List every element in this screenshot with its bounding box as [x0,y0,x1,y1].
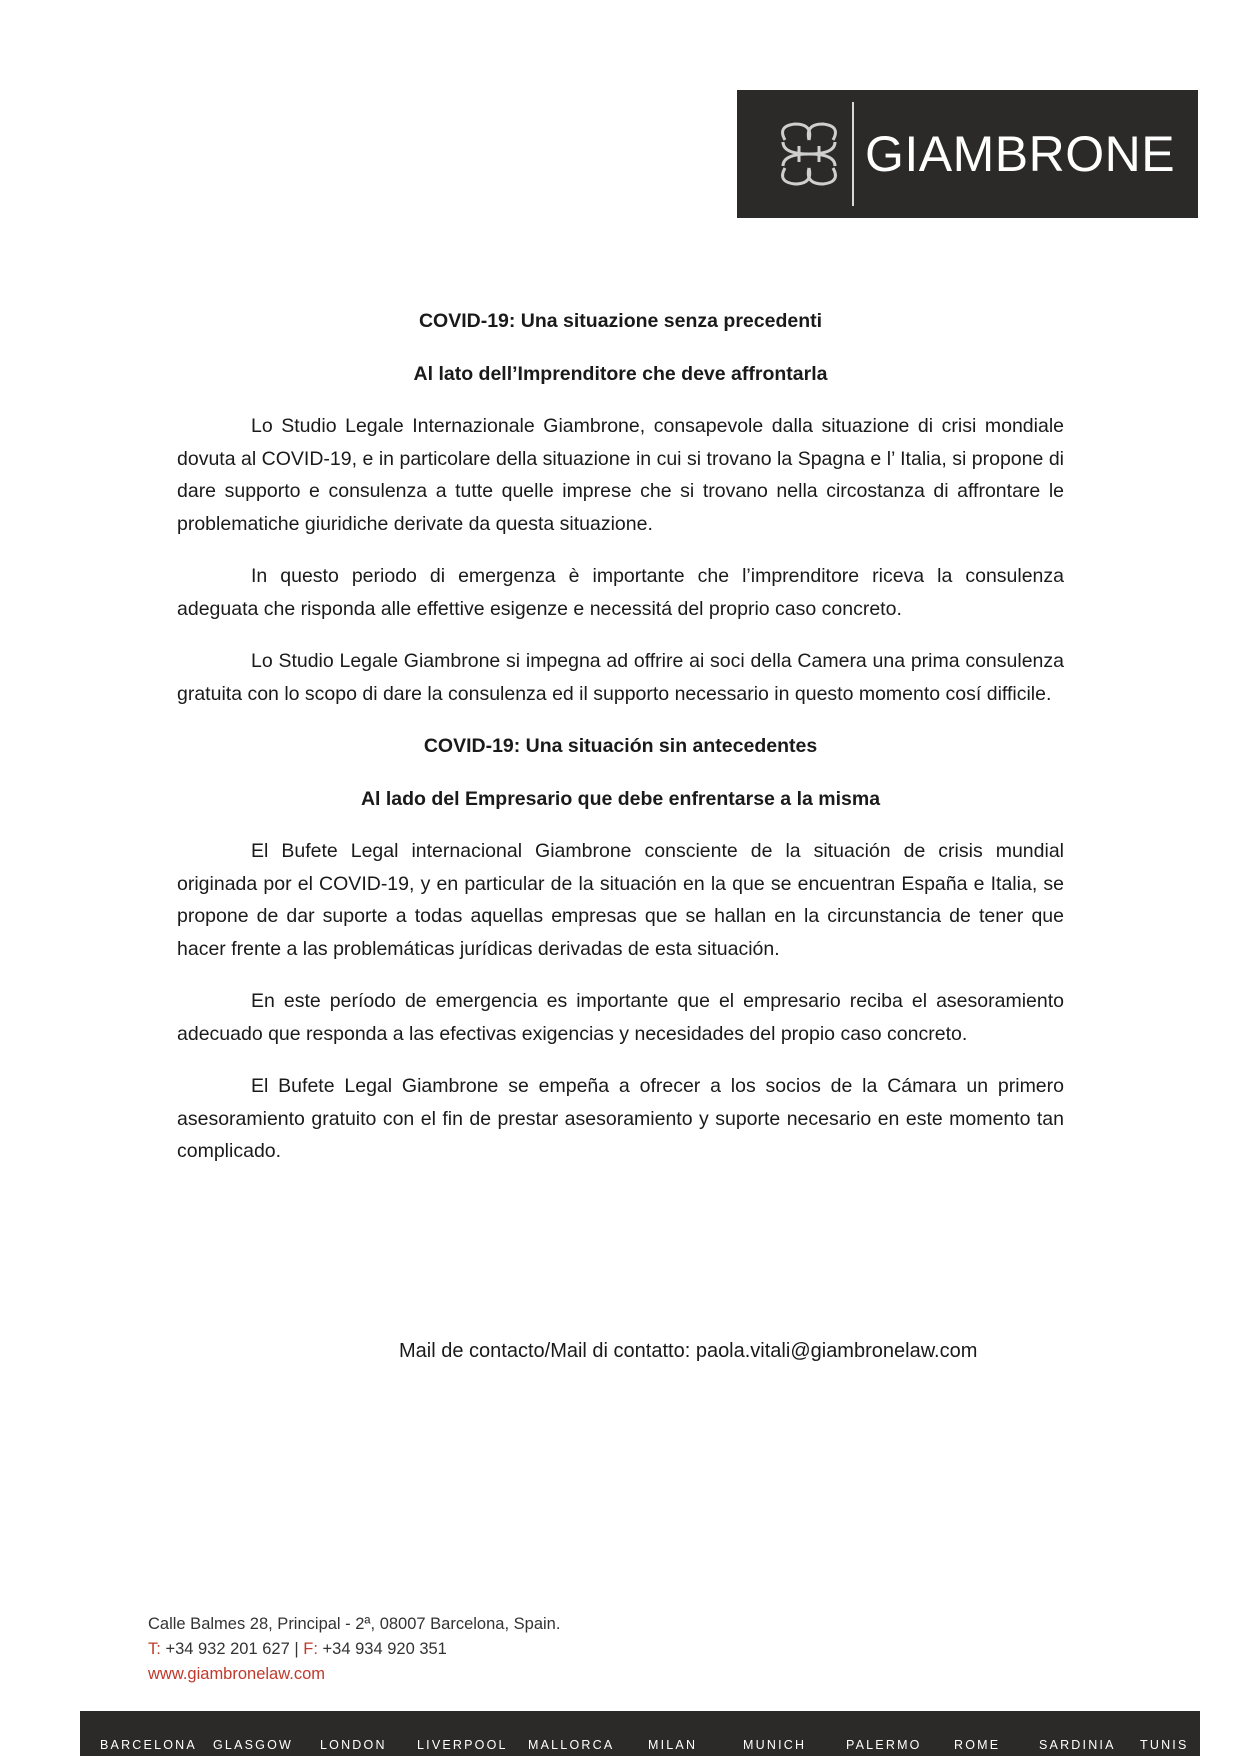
city-mallorca: MALLORCA [528,1738,615,1752]
italian-paragraph: Lo Studio Legale Internazionale Giambrone, consapevole dalla situazione di crisi mondiale dovuta al COVID-19, e in particolare della situazione in cui si trovano la Spagna e l’ Italia, si propone di dare supporto e consulenza a tutte quelle imprese che si trovano nella circostanza di affrontare le problematiche giuridiche derivate da questa situazione. [177,415,1064,535]
spanish-paragraph: En este período de emergencia es importante que el empresario reciba el asesoramiento adecuado que responda a las efectivas exigencias y necesidades del propio caso concreto. [177,990,1064,1045]
letter-body [177,305,1064,1188]
spanish-subtitle: Al lado del Empresario que debe enfrentarse a la misma [360,787,881,810]
fax-number: +34 934 920 351 [322,1640,447,1658]
city-tunis: TUNIS [1140,1738,1189,1752]
italian-paragraph: In questo periodo di emergenza è importante che l’imprenditore riceva la consulenza adeguata che risponda alle effettive esigenze e necessitá del proprio caso concreto. [177,565,1064,620]
city-sardinia: SARDINIA [1039,1738,1116,1752]
city-milan: MILAN [648,1738,698,1752]
footer-address-block [148,1612,560,1687]
phone-label: T: [148,1640,161,1658]
phone-number: +34 932 201 627 [165,1640,290,1658]
header-logo [737,90,1198,218]
italian-paragraph: Lo Studio Legale Giambrone si impegna ad offrire ai soci della Camera una prima consulenza gratuita con lo scopo di dare la consulenza ed il supporto necessario in questo momento cosí difficile. [177,650,1064,705]
city-glasgow: GLASGOW [213,1738,293,1752]
phone-fax-line [148,1637,560,1662]
city-barcelona: BARCELONA [100,1738,197,1752]
giambrone-monogram-icon [775,120,843,188]
logo-divider [852,102,854,206]
italian-subtitle: Al lato dell’Imprenditore che deve affrontarla [413,362,828,385]
spanish-paragraph: El Bufete Legal internacional Giambrone consciente de la situación de crisis mundial originada por el COVID-19, y en particular de la situación en la que se encuentran España e Italia, se propone de dar suporte a todas aquellas empresas que se hallan en la circunstancia de tener que hacer frente a las problemáticas jurídicas derivadas de esta situación. [177,840,1064,960]
contact-email-line: Mail de contacto/Mail di contatto: paola.vitali@giambronelaw.com [399,1340,978,1362]
spanish-title: COVID-19: Una situación sin antecedentes [423,735,818,757]
city-palermo: PALERMO [846,1738,922,1752]
city-london: LONDON [320,1738,387,1752]
office-cities-bar [80,1711,1200,1756]
postal-address: Calle Balmes 28, Principal - 2ª, 08007 Barcelona, Spain. [148,1615,561,1633]
separator: | [294,1640,299,1658]
website-link[interactable]: www.giambronelaw.com [148,1665,325,1683]
city-rome: ROME [954,1738,1001,1752]
fax-label: F: [303,1640,318,1658]
spanish-paragraph: El Bufete Legal Giambrone se empeña a ofrecer a los socios de la Cámara un primero asesoramiento gratuito con el fin de prestar asesoramiento y suporte necesario en este momento tan complicado. [177,1075,1064,1162]
italian-title: COVID-19: Una situazione senza precedenti [418,310,823,332]
city-munich: MUNICH [743,1738,807,1752]
city-liverpool: LIVERPOOL [417,1738,508,1752]
brand-name: GIAMBRONE [865,126,1176,182]
